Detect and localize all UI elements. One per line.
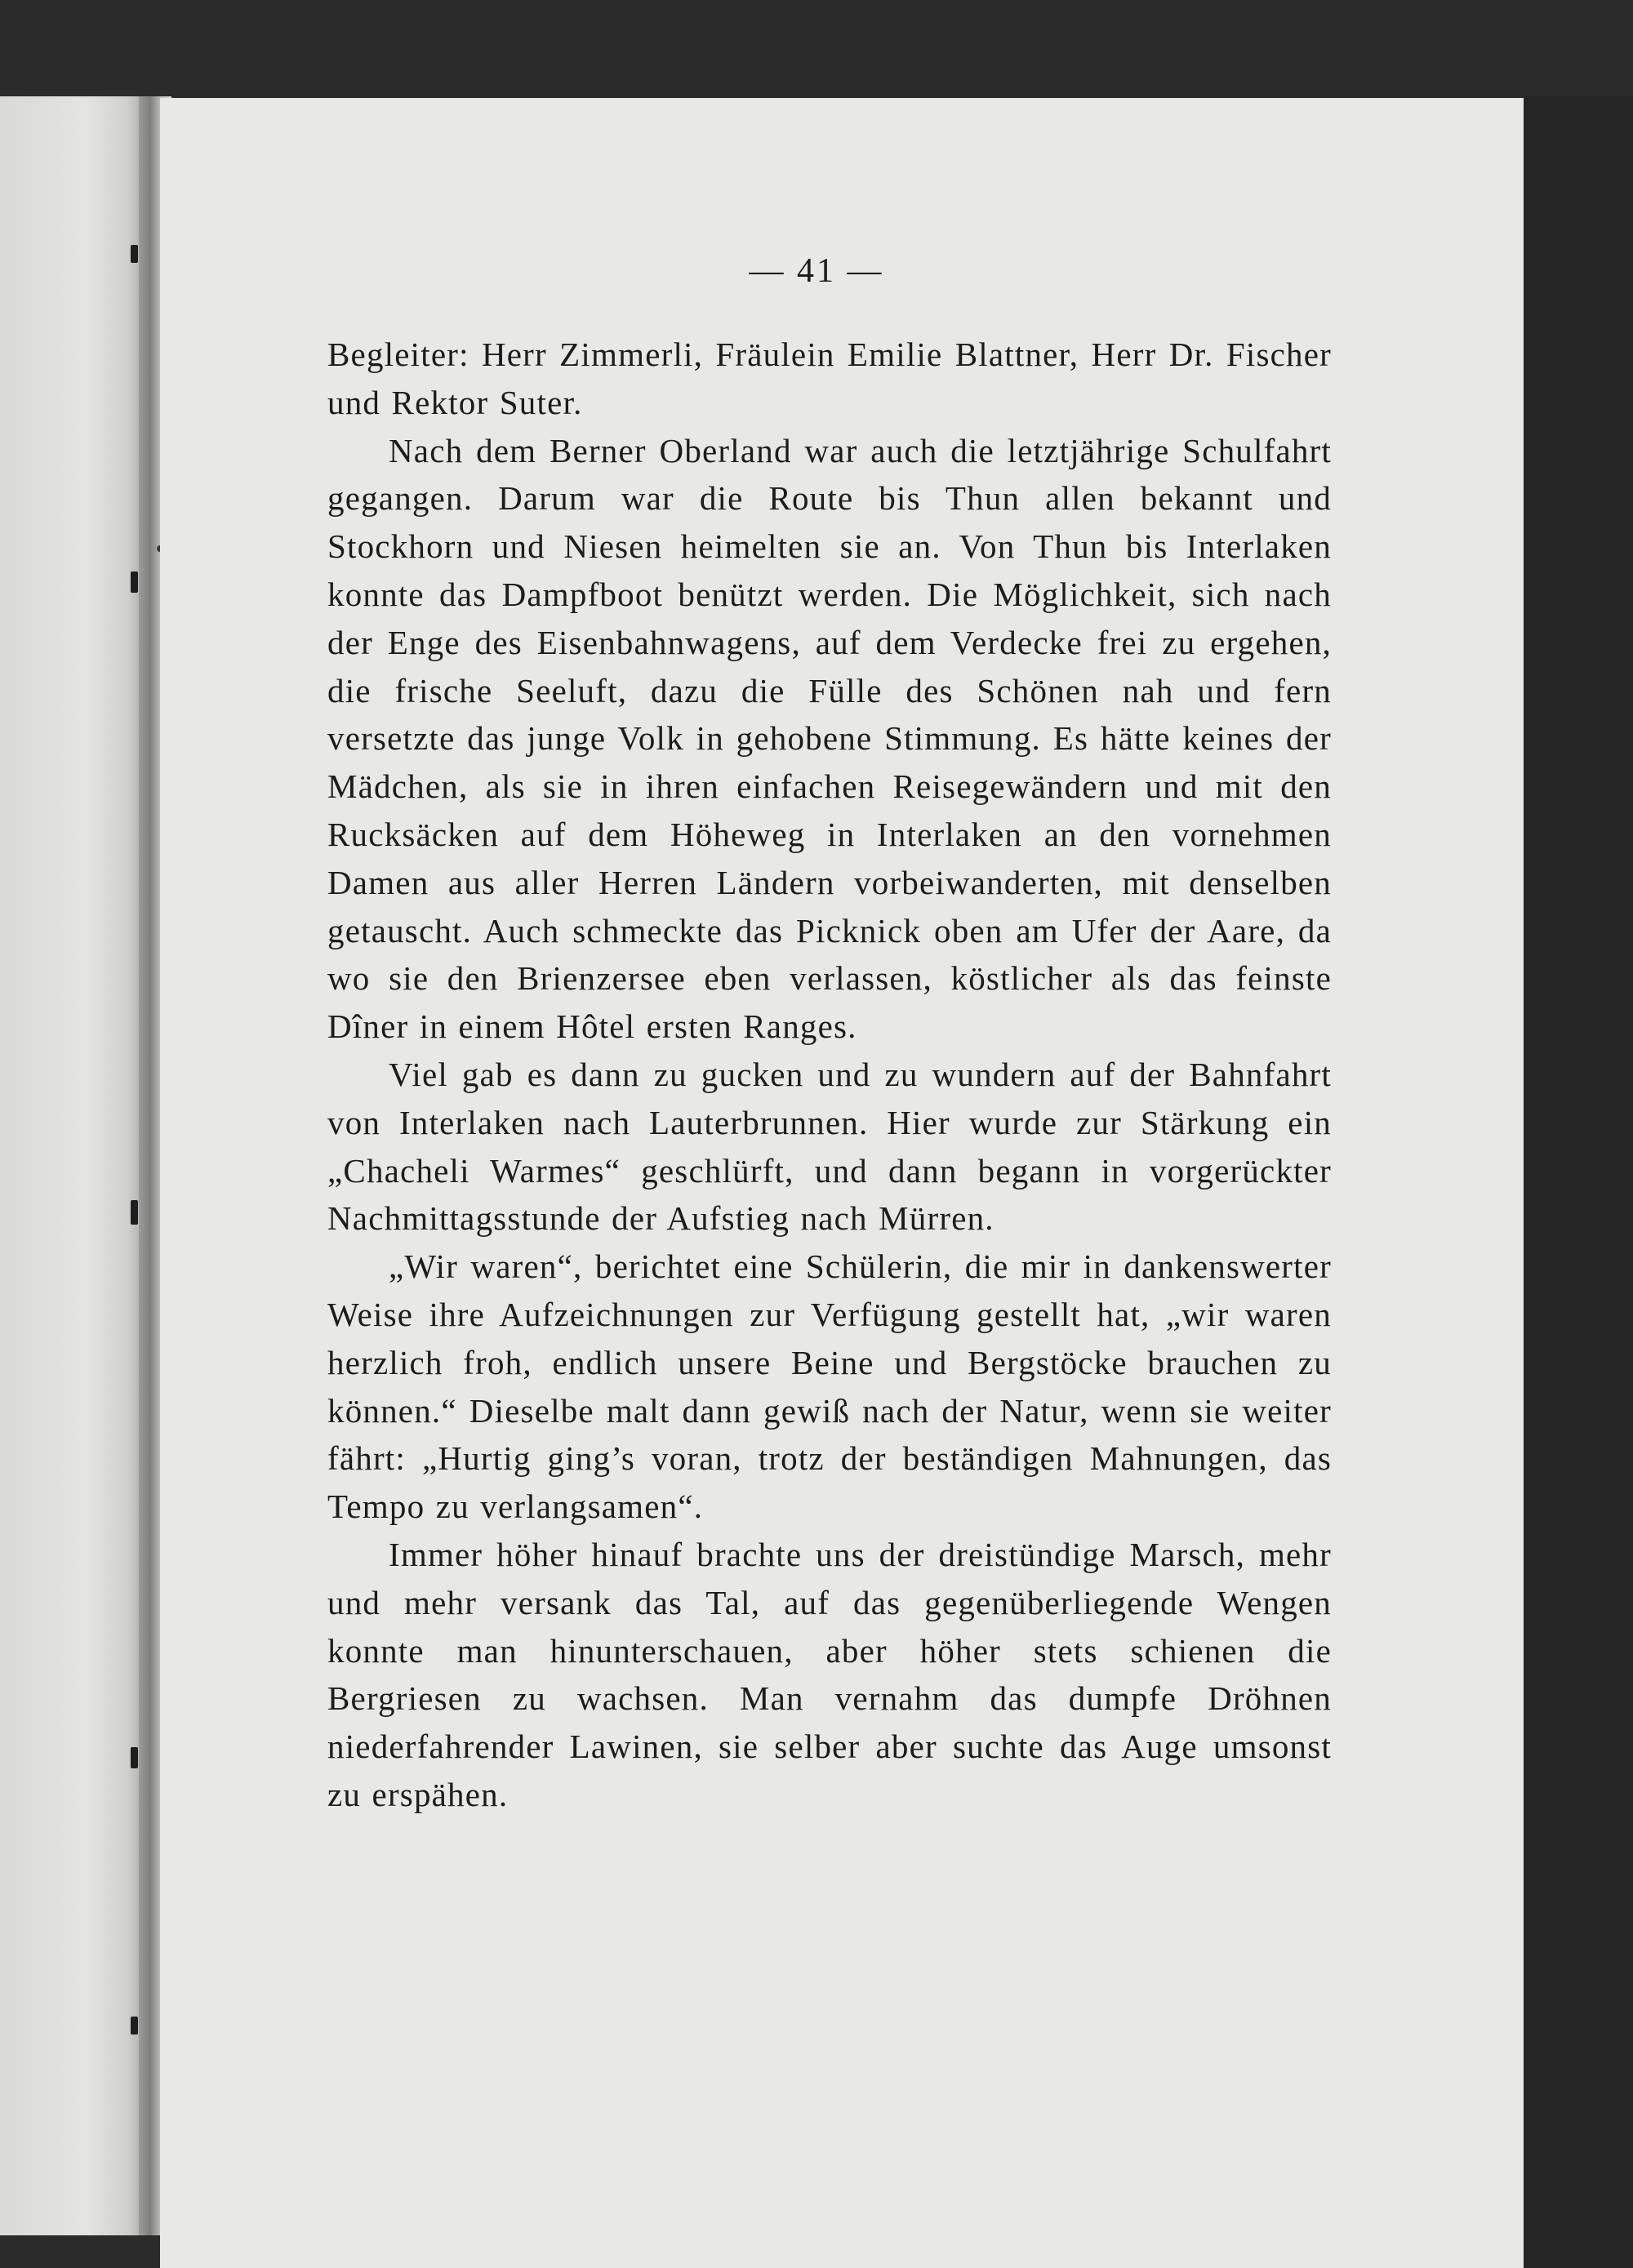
binding-thread	[131, 571, 138, 593]
paragraph: „Wir waren“, berichtet eine Schülerin, die mir in dankenswerter Weise ihre Aufzeichnungen zur Verfügung gestellt hat, „wir waren herzlich froh, endlich unsere Beine und Bergstöcke brauchen zu können.“ Dieselbe malt dann gewiß nach der Natur, wenn sie weiter fährt: „Hurtig ging’s voran, trotz der beständigen Mahnungen, das Tempo zu verlangsamen“.	[327, 1247, 1332, 1526]
binding-thread	[131, 1200, 138, 1225]
paragraph: Viel gab es dann zu gucken und zu wundern auf der Bahnfahrt von Interlaken nach Lauterbrunnen. Hier wurde zur Stärkung ein „Chacheli Warmes“ geschlürft, und dann begann in vorgerückter Nachmittagsstunde der Aufstieg nach Mürren.	[327, 1055, 1332, 1238]
paragraph: Immer höher hinauf brachte uns der dreistündige Marsch, mehr und mehr versank das Tal, auf das gegenüberliegende Wengen konnte man hinunterschauen, aber höher stets schienen die Bergriesen zu wachsen. Man vernahm das dumpfe Dröhnen niederfahrender Lawinen, sie selber aber suchte das Auge umsonst zu erspähen.	[327, 1535, 1332, 1813]
scan-background	[1524, 96, 1633, 2268]
body-text	[327, 331, 1332, 1819]
left-page-edge	[0, 96, 145, 2235]
binding-thread	[131, 1747, 138, 1768]
binding-thread	[131, 2017, 138, 2035]
page-number: — 41 —	[749, 252, 884, 290]
paragraph: Begleiter: Herr Zimmerli, Fräulein Emilie Blattner, Herr Dr. Fischer und Rektor Suter.	[327, 336, 1332, 421]
paragraph: Nach dem Berner Oberland war auch die letztjährige Schulfahrt gegangen. Darum war die Route bis Thun allen bekannt und Stockhorn und Niesen heimelten sie an. Von Thun bis Interlaken konnte das Dampfboot benützt werden. Die Möglichkeit, sich nach der Enge des Eisenbahnwagens, auf dem Verdecke frei zu ergehen, die frische Seeluft, dazu die Fülle des Schönen nah und fern versetzte das junge Volk in gehobene Stimmung. Es hätte keines der Mädchen, als sie in ihren einfachen Reisegewändern und mit den Rucksäcken auf dem Höheweg in Interlaken an den vornehmen Damen aus aller Herren Ländern vorbeiwanderten, mit denselben getauscht. Auch schmeckte das Picknick oben am Ufer der Aare, da wo sie den Brienzersee eben verlassen, köstlicher als das feinste Dîner in einem Hôtel ersten Ranges.	[327, 431, 1332, 1046]
